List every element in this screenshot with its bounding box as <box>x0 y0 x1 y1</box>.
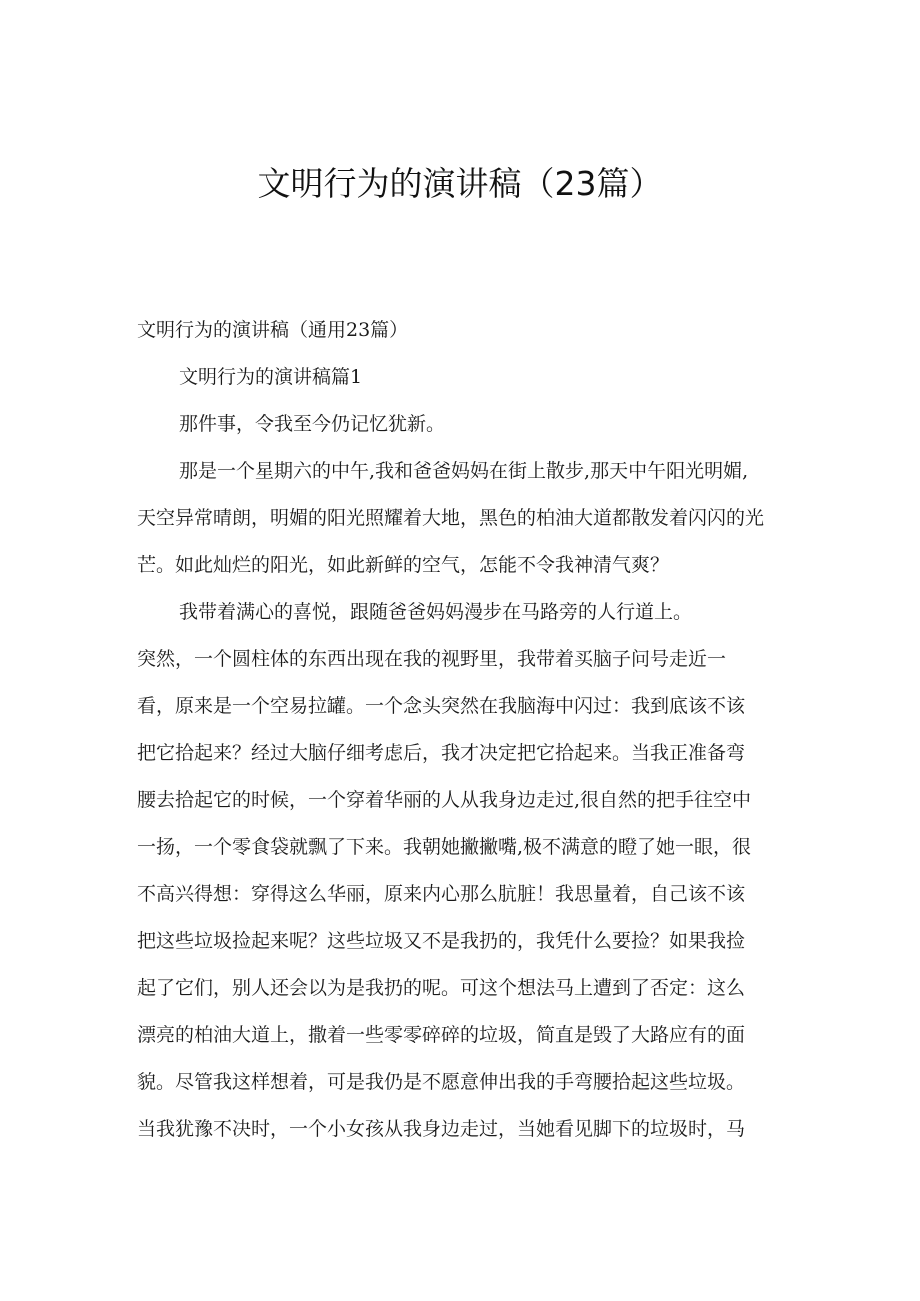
paragraph-line: 一扬，一个零食袋就飘了下来。我朝她撇撇嘴,极不满意的瞪了她一眼，很 <box>137 836 752 858</box>
paragraph-line: 天空异常晴朗，明媚的阳光照耀着大地，黑色的柏油大道都散发着闪闪的光 <box>137 507 765 529</box>
paragraph-line: 突然，一个圆柱体的东西出现在我的视野里，我带着买脑子问号走近一 <box>137 648 727 670</box>
paragraph-line: 看，原来是一个空易拉罐。一个念头突然在我脑海中闪过：我到底该不该 <box>137 695 746 717</box>
paragraph-line: 腰去拾起它的时候，一个穿着华丽的人从我身边走过,很自然的把手往空中 <box>137 789 752 811</box>
section-heading-line: 文明行为的演讲稿篇1 <box>179 366 363 388</box>
paragraph-line: 当我犹豫不决时，一个小女孩从我身边走过，当她看见脚下的垃圾时，马 <box>137 1118 746 1140</box>
paragraph-line: 那件事，令我至今仍记忆犹新。 <box>179 413 446 435</box>
paragraph-3 <box>137 589 797 636</box>
subtitle-line: 文明行为的演讲稿（通用23篇） <box>137 319 409 341</box>
paragraph-4 <box>137 636 797 1153</box>
paragraph-line: 漂亮的柏油大道上，撒着一些零零碎碎的垃圾，简直是毁了大路应有的面 <box>137 1024 746 1046</box>
paragraph-line: 起了它们，别人还会以为是我扔的呢。可这个想法马上遭到了否定：这么 <box>137 977 746 999</box>
document-title: 文明行为的演讲稿（23篇） <box>257 164 663 203</box>
paragraph-line: 我带着满心的喜悦，跟随爸爸妈妈漫步在马路旁的人行道上。 <box>179 601 693 623</box>
paragraph-1 <box>137 401 797 448</box>
document-subtitle <box>137 307 797 354</box>
paragraph-line: 貌。尽管我这样想着，可是我仍是不愿意伸出我的手弯腰拾起这些垃圾。 <box>137 1071 746 1093</box>
paragraph-line: 不高兴得想：穿得这么华丽，原来内心那么肮脏！我思量着，自己该不该 <box>137 883 746 905</box>
paragraph-2 <box>137 448 797 589</box>
paragraph-line: 芒。如此灿烂的阳光，如此新鲜的空气，怎能不令我神清气爽？ <box>137 554 670 576</box>
document-body <box>137 307 797 1153</box>
paragraph-line: 把这些垃圾捡起来呢？这些垃圾又不是我扔的，我凭什么要捡？如果我捡 <box>137 930 746 952</box>
section-heading <box>137 354 797 401</box>
paragraph-line: 把它拾起来？经过大脑仔细考虑后，我才决定把它拾起来。当我正准备弯 <box>137 742 746 764</box>
paragraph-line: 那是一个星期六的中午,我和爸爸妈妈在街上散步,那天中午阳光明媚, <box>179 460 749 482</box>
